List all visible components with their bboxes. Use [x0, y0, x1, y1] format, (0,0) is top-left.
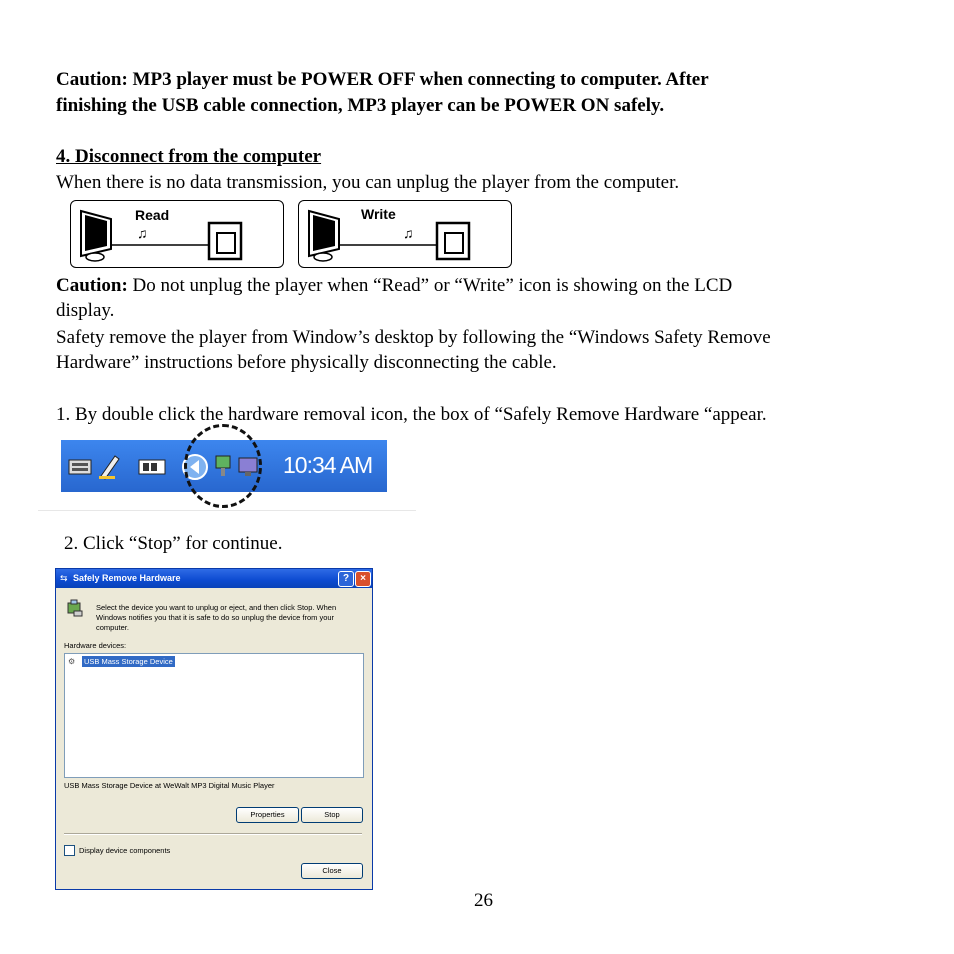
safety-line-2: Hardware” instructions before physically disconnecting the cable. [56, 352, 557, 373]
section-intro: When there is no data transmission, you can unplug the player from the computer. [56, 172, 680, 193]
safely-remove-dialog [55, 568, 373, 890]
dialog-instructions: Select the device you want to unplug or eject, and then click Stop. When Windows notifies you that it is safe to do so unplug the device from your computer. [96, 603, 337, 632]
step-2: 2. Click “Stop” for continue. [64, 533, 283, 554]
caution2-label: Caution: [56, 275, 128, 296]
lcd-read-label: Read [135, 207, 170, 223]
memory-card-icon [209, 223, 241, 259]
hardware-devices-list[interactable] [64, 653, 364, 778]
separator [64, 833, 362, 835]
section-heading: 4. Disconnect from the computer [56, 146, 322, 167]
keyboard-icon [69, 460, 91, 474]
monitor-icon [309, 211, 339, 261]
caution2-line-2: display. [56, 300, 115, 321]
display-components-label: Display device components [79, 846, 171, 855]
caution-line-1: Caution: MP3 player must be POWER OFF when connecting to computer. After [56, 69, 709, 90]
lcd-write-label: Write [361, 206, 396, 222]
clock[interactable]: 10:34 AM [283, 452, 373, 478]
monitor-icon [81, 211, 111, 261]
dialog-titlebar[interactable] [56, 569, 372, 588]
close-button[interactable]: Close [301, 863, 363, 879]
pen-icon [99, 456, 119, 479]
lcd-read-panel [70, 200, 284, 268]
caution2-text: Do not unplug the player when “Read” or “Write” icon is showing on the LCD [127, 275, 733, 296]
step-1: 1. By double click the hardware removal icon, the box of “Safely Remove Hardware “appear. [56, 404, 767, 425]
page-number: 26 [474, 890, 493, 911]
memory-card-icon [437, 223, 469, 259]
help-button[interactable]: ? [338, 571, 354, 587]
stop-button[interactable]: Stop [301, 807, 363, 823]
battery-icon [139, 460, 165, 474]
safety-line-1: Safety remove the player from Window’s desktop by following the “Windows Safety Remove [56, 327, 771, 348]
caution2-line-1 [56, 273, 732, 298]
close-x-button[interactable]: × [355, 571, 371, 587]
hardware-icon [66, 599, 84, 617]
properties-button[interactable]: Properties [236, 807, 299, 823]
device-name: USB Mass Storage Device [84, 657, 173, 666]
usb-icon: ⇆ [60, 573, 68, 583]
usb-device-icon: ⚙ [68, 656, 76, 666]
music-note-icon: ♫ [137, 225, 148, 241]
divider [38, 510, 416, 511]
display-components-row[interactable] [64, 845, 170, 856]
caution-line-2: finishing the USB cable connection, MP3 player can be POWER ON safely. [56, 95, 665, 116]
dialog-title: Safely Remove Hardware [73, 573, 181, 583]
device-description: USB Mass Storage Device at WeWalt MP3 Digital Music Player [64, 781, 275, 790]
list-item[interactable] [68, 656, 175, 667]
hardware-devices-label: Hardware devices: [64, 641, 127, 650]
highlight-circle [184, 424, 262, 508]
lcd-read-graphic [71, 201, 283, 267]
lcd-write-panel [298, 200, 512, 268]
display-components-checkbox[interactable] [64, 845, 75, 856]
music-note-icon: ♫ [403, 225, 414, 241]
